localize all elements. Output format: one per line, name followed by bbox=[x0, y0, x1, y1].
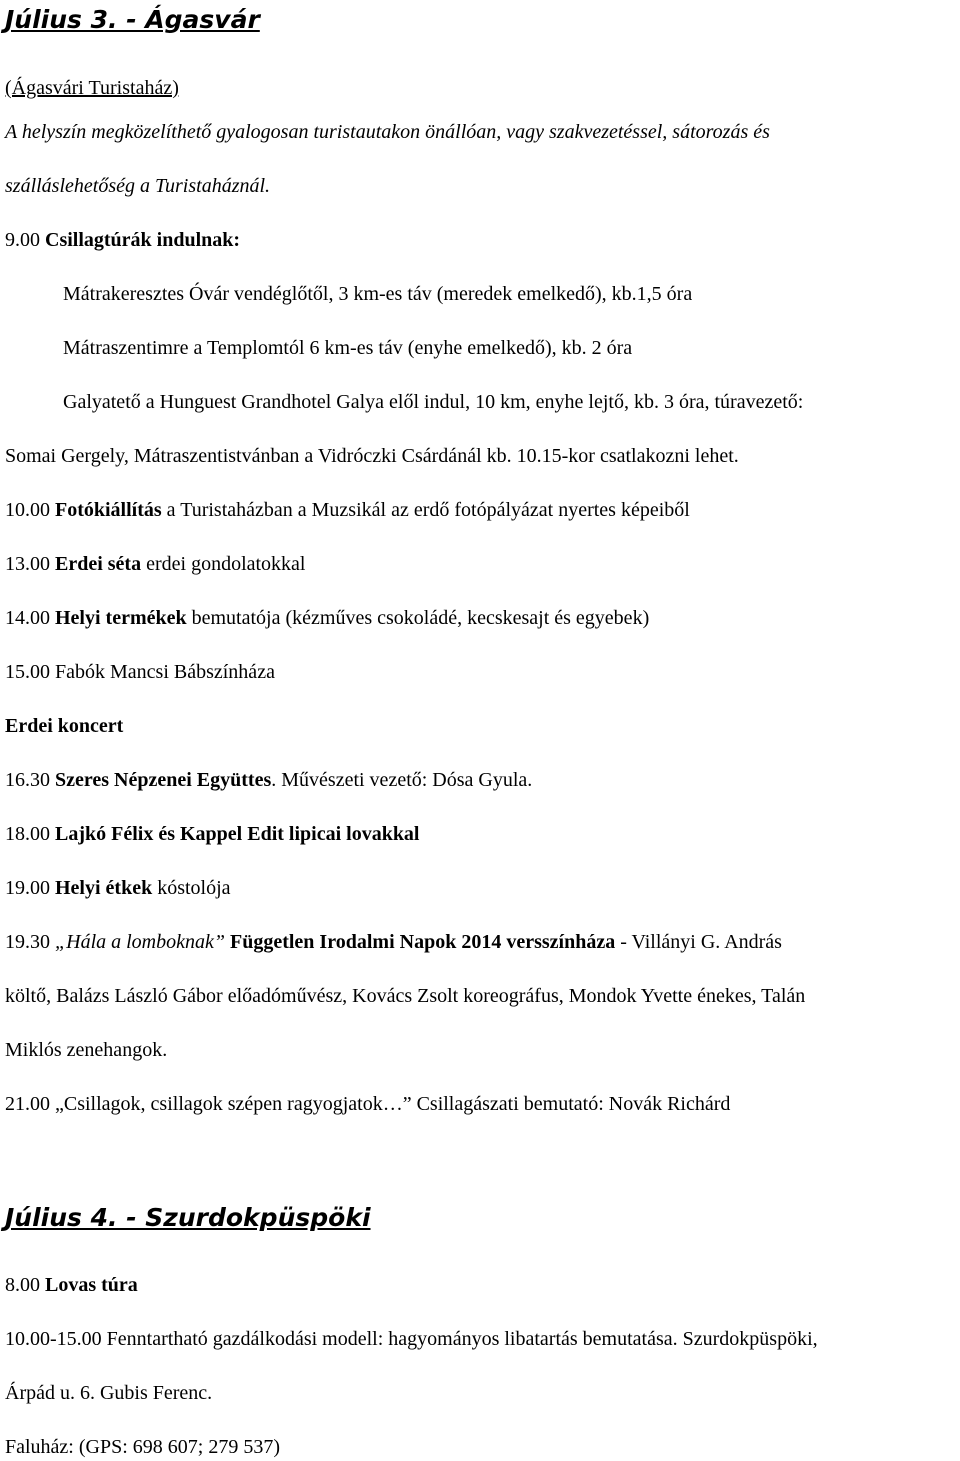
event-time: 21.00 bbox=[5, 1093, 50, 1115]
event-farming-model bbox=[5, 1326, 818, 1352]
event-local-products bbox=[5, 605, 649, 631]
event-time: 10.00 bbox=[5, 499, 50, 521]
event-time: 19.30 bbox=[5, 931, 50, 953]
event-title: Független Irodalmi Napok 2014 versszínháza bbox=[230, 931, 616, 953]
event-title: Helyi termékek bbox=[55, 607, 187, 629]
event-text: Fabók Mancsi Bábszínháza bbox=[55, 661, 275, 683]
intro-line-1: A helyszín megközelíthető gyalogosan turistautakon önállóan, vagy szakvezetéssel, sátorozás és bbox=[5, 121, 770, 143]
event-title: Fotókiállítás bbox=[55, 499, 162, 521]
event-horses bbox=[5, 821, 420, 847]
event-time: 16.30 bbox=[5, 769, 50, 791]
event-time: 19.00 bbox=[5, 877, 50, 899]
event-puppet-theatre bbox=[5, 659, 275, 685]
location: (Ágasvári Turistaház) bbox=[5, 77, 179, 99]
concert-heading bbox=[5, 713, 123, 739]
event-farming-model-line2: Árpád u. 6. Gubis Ferenc. bbox=[5, 1382, 213, 1404]
event-time: 18.00 bbox=[5, 823, 50, 845]
route-1: Mátrakeresztes Óvár vendéglőtől, 3 km-es táv (meredek emelkedő), kb.1,5 óra bbox=[63, 283, 693, 305]
event-local-food bbox=[5, 875, 231, 901]
event-verse-theatre-line3: Miklós zenehangok. bbox=[5, 1039, 168, 1061]
concert-heading-text: Erdei koncert bbox=[5, 715, 124, 737]
venue-gps: Faluház: (GPS: 698 607; 279 537) bbox=[5, 1436, 280, 1458]
event-text: a Turistaházban a Muzsikál az erdő fotópályázat nyertes képeiből bbox=[166, 499, 690, 521]
event-text: bemutatója (kézműves csokoládé, kecskesajt és egyebek) bbox=[191, 607, 650, 629]
event-text: Fenntartható gazdálkodási modell: hagyományos libatartás bemutatása. Szurdokpüspöki, bbox=[106, 1328, 818, 1350]
event-italic-title: „Hála a lomboknak” bbox=[55, 931, 225, 953]
route-3: Galyatető a Hunguest Grandhotel Galya elől indul, 10 km, enyhe lejtő, kb. 3 óra, túravezető: bbox=[63, 391, 804, 413]
event-verse-theatre-line2: költő, Balázs László Gábor előadóművész, Kovács Zsolt koreográfus, Mondok Yvette énekes, Talán bbox=[5, 985, 806, 1007]
hike-title: Csillagtúrák indulnak: bbox=[45, 229, 241, 251]
event-text: erdei gondolatokkal bbox=[146, 553, 306, 575]
event-text: - Villányi G. András bbox=[620, 931, 782, 953]
route-2: Mátraszentimre a Templomtól 6 km-es táv (enyhe emelkedő), kb. 2 óra bbox=[63, 337, 633, 359]
event-folk-ensemble bbox=[5, 767, 532, 793]
event-time: 10.00-15.00 bbox=[5, 1328, 102, 1350]
event-photo-exhibition bbox=[5, 497, 690, 523]
event-title: Erdei séta bbox=[55, 553, 142, 575]
event-verse-theatre bbox=[5, 929, 782, 955]
route-3-cont: Somai Gergely, Mátraszentistvánban a Vidróczki Csárdánál kb. 10.15-kor csatlakozni lehet. bbox=[5, 445, 739, 467]
event-text: „Csillagok, csillagok szépen ragyogjatok…” Csillagászati bemutató: Novák Richárd bbox=[55, 1093, 731, 1115]
event-horse-tour bbox=[5, 1272, 138, 1298]
day2-heading: Július 4. - Szurdokpüspöki bbox=[5, 1203, 371, 1232]
event-text: kóstolója bbox=[157, 877, 231, 899]
event-forest-walk bbox=[5, 551, 306, 577]
event-text: . Művészeti vezető: Dósa Gyula. bbox=[271, 769, 533, 791]
event-time: 15.00 bbox=[5, 661, 50, 683]
event-title: Lajkó Félix és Kappel Edit lipicai lovakkal bbox=[55, 823, 420, 845]
event-title: Szeres Népzenei Együttes bbox=[55, 769, 272, 791]
event-time: 13.00 bbox=[5, 553, 50, 575]
hike-time: 9.00 bbox=[5, 229, 40, 251]
event-time: 8.00 bbox=[5, 1274, 40, 1296]
day1-heading: Július 3. - Ágasvár bbox=[5, 5, 260, 34]
hike-line bbox=[5, 227, 240, 253]
intro-line-2: szálláslehetőség a Turistaháznál. bbox=[5, 175, 271, 197]
event-time: 14.00 bbox=[5, 607, 50, 629]
event-title: Helyi étkek bbox=[55, 877, 153, 899]
event-title: Lovas túra bbox=[45, 1274, 138, 1296]
event-astronomy bbox=[5, 1091, 730, 1117]
